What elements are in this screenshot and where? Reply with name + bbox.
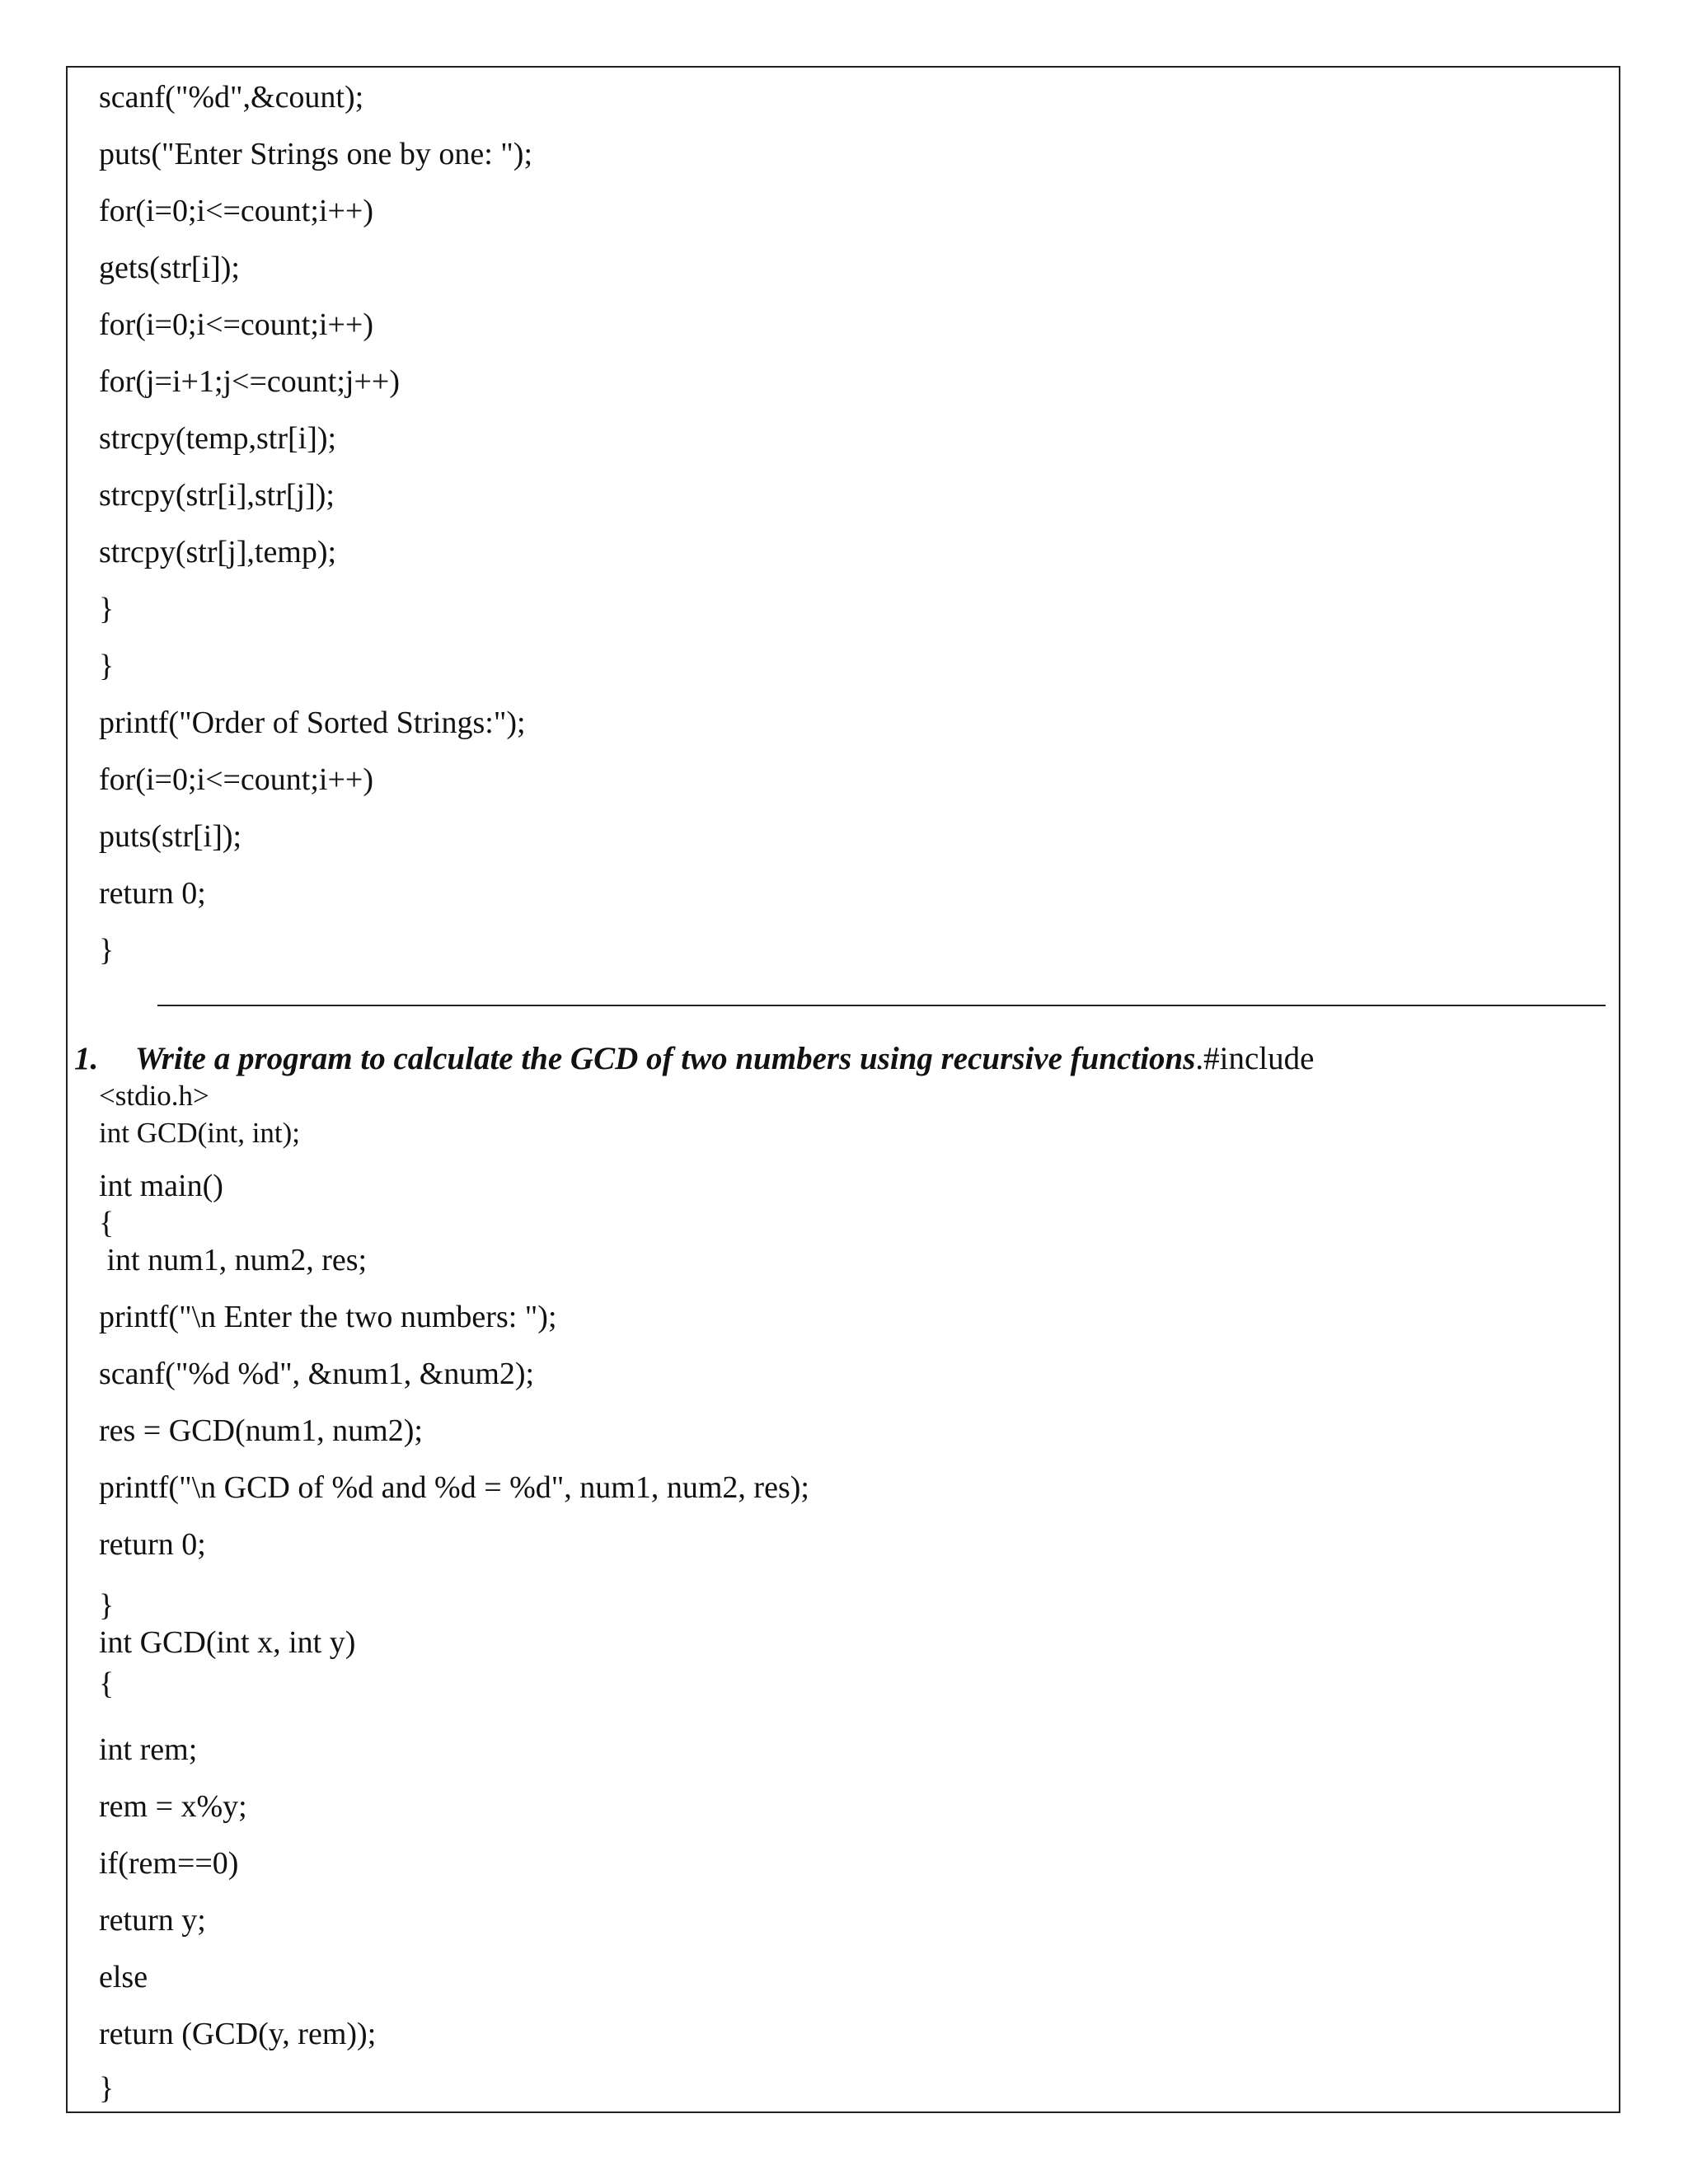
code-line: else [99, 1960, 148, 1994]
question-trailing-text: .#include [1195, 1041, 1315, 1076]
code-line: { [99, 1206, 115, 1240]
code-line: for(j=i+1;j<=count;j++) [99, 364, 400, 399]
code-line: strcpy(temp,str[i]); [99, 421, 337, 456]
code-line: printf("\n Enter the two numbers: "); [99, 1300, 557, 1334]
question-number: 1. [74, 1041, 99, 1076]
question-heading [74, 1040, 1314, 1078]
code-line: for(i=0;i<=count;i++) [99, 307, 373, 342]
code-line: strcpy(str[i],str[j]); [99, 478, 335, 513]
code-line: puts(str[i]); [99, 819, 242, 854]
code-line: return 0; [99, 1527, 206, 1562]
code-line: for(i=0;i<=count;i++) [99, 194, 373, 228]
code-line: } [99, 649, 115, 683]
code-line: <stdio.h> [99, 1080, 209, 1112]
code-line: return (GCD(y, rem)); [99, 2017, 377, 2051]
code-line: printf("\n GCD of %d and %d = %d", num1, num2, res); [99, 1470, 809, 1505]
code-line: res = GCD(num1, num2); [99, 1413, 423, 1448]
code-line: int main() [99, 1169, 223, 1203]
code-line: return y; [99, 1903, 206, 1938]
code-line: return 0; [99, 876, 206, 911]
code-line: gets(str[i]); [99, 251, 240, 285]
code-line: int GCD(int x, int y) [99, 1625, 356, 1660]
code-line: printf("Order of Sorted Strings:"); [99, 705, 526, 740]
code-line: } [99, 1588, 115, 1623]
question-title: Write a program to calculate the GCD of two numbers using recursive functions [135, 1041, 1196, 1076]
code-line: puts("Enter Strings one by one: "); [99, 137, 533, 171]
code-line: scanf("%d %d", &num1, &num2); [99, 1357, 535, 1391]
code-line: int GCD(int, int); [99, 1117, 301, 1149]
code-line: } [99, 592, 115, 626]
code-line: if(rem==0) [99, 1846, 239, 1881]
code-line: scanf("%d",&count); [99, 80, 364, 115]
code-line: for(i=0;i<=count;i++) [99, 762, 373, 797]
code-line: strcpy(str[j],temp); [99, 535, 337, 569]
code-line: rem = x%y; [99, 1789, 247, 1824]
code-line: } [99, 2071, 115, 2106]
code-line: int rem; [99, 1732, 198, 1767]
code-line: int num1, num2, res; [99, 1243, 368, 1277]
section-divider [157, 1005, 1606, 1006]
code-line: { [99, 1666, 115, 1701]
code-line: } [99, 933, 115, 968]
